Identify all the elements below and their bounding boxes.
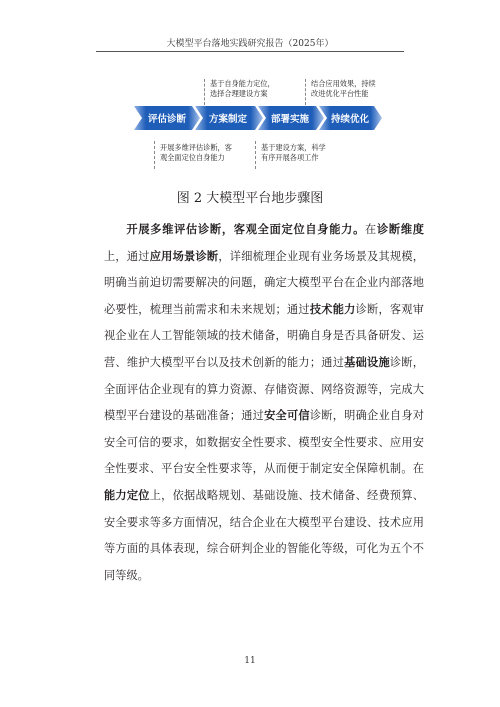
text-run-10: 诊断，全面评估企业现有的算力资源、存储资源、网络资源等，完成大模型平台建设的基础准备；通过: [104, 355, 424, 423]
text-run-4: 上，通过: [104, 249, 150, 263]
term-tech-capability: 技术能力: [309, 302, 356, 316]
note-assess-line2: 观全面定位自身能力: [160, 153, 225, 162]
note-strategy-line1: 基于自身能力定位，: [210, 79, 275, 88]
step-label-assess: 评估诊断: [148, 114, 187, 125]
note-optimize: [305, 79, 376, 105]
note-deploy-line2: 有序开展各项工作: [261, 153, 319, 162]
note-optimize-line1: 结合应用效果，持续: [311, 79, 376, 88]
text-run-14: 上，依据战略规划、基础设施、技术储备、经费预算、安全要求等多方面情况，结合企业在大模型平台建设、技术应用等方面的具体表现，综合研判企业的智能化等级，可化为五个不同等级。: [104, 488, 424, 582]
text-run-6: ，详细梳理企业现有业务场景及其规模，明确当前迫切需要解决的问题，确定大模型平台在企业内部落地必要性，梳理当前需求和未来规划；通过: [104, 249, 424, 316]
note-strategy: [204, 79, 275, 105]
term-diagnosis-dimension: 诊断维度: [376, 223, 424, 236]
text-run-8: 诊断，客观审视企业在人工智能领域的技术储备，明确自身是否具备研发、运营、维护大模型平台以及技术创新的能力；通过: [104, 302, 424, 369]
lead-sentence: 开展多维评估诊断，客观全面定位自身能力。: [126, 223, 366, 236]
note-deploy: [255, 141, 326, 169]
note-assess-line1: 开展多维评估诊断，客: [160, 143, 232, 152]
step-label-optimize: 持续优化: [331, 114, 370, 125]
term-security-trust: 安全可信: [264, 409, 310, 423]
term-scenario-diagnosis: 应用场景诊断: [149, 249, 219, 263]
note-optimize-line2: 改进优化平台性能: [311, 89, 369, 98]
text-run-2: 在: [365, 223, 377, 236]
header-rule: [96, 51, 404, 52]
page-number: 11: [244, 656, 256, 666]
figure-caption: 图 2 大模型平台地步骤图: [176, 191, 324, 206]
note-strategy-line2: 选择合理建设方案: [210, 89, 268, 98]
body-paragraph: [104, 217, 424, 589]
text-run-12: 诊断，明确企业自身对安全可信的要求，如数据安全性要求、模型安全性要求、应用安全性要求、平台安全性要求等，从而便于制定安全保障机制。在: [104, 409, 424, 476]
step-flow: [134, 106, 382, 130]
term-infrastructure: 基础设施: [344, 355, 390, 369]
running-header: 大模型平台落地实践研究报告（2025年）: [166, 39, 334, 49]
note-assess: [154, 141, 232, 169]
term-capability-positioning: 能力定位: [104, 488, 150, 502]
step-label-deploy: 部署实施: [271, 114, 310, 125]
step-label-plan: 方案制定: [209, 114, 248, 125]
note-deploy-line1: 基于建设方案，科学: [261, 143, 326, 152]
